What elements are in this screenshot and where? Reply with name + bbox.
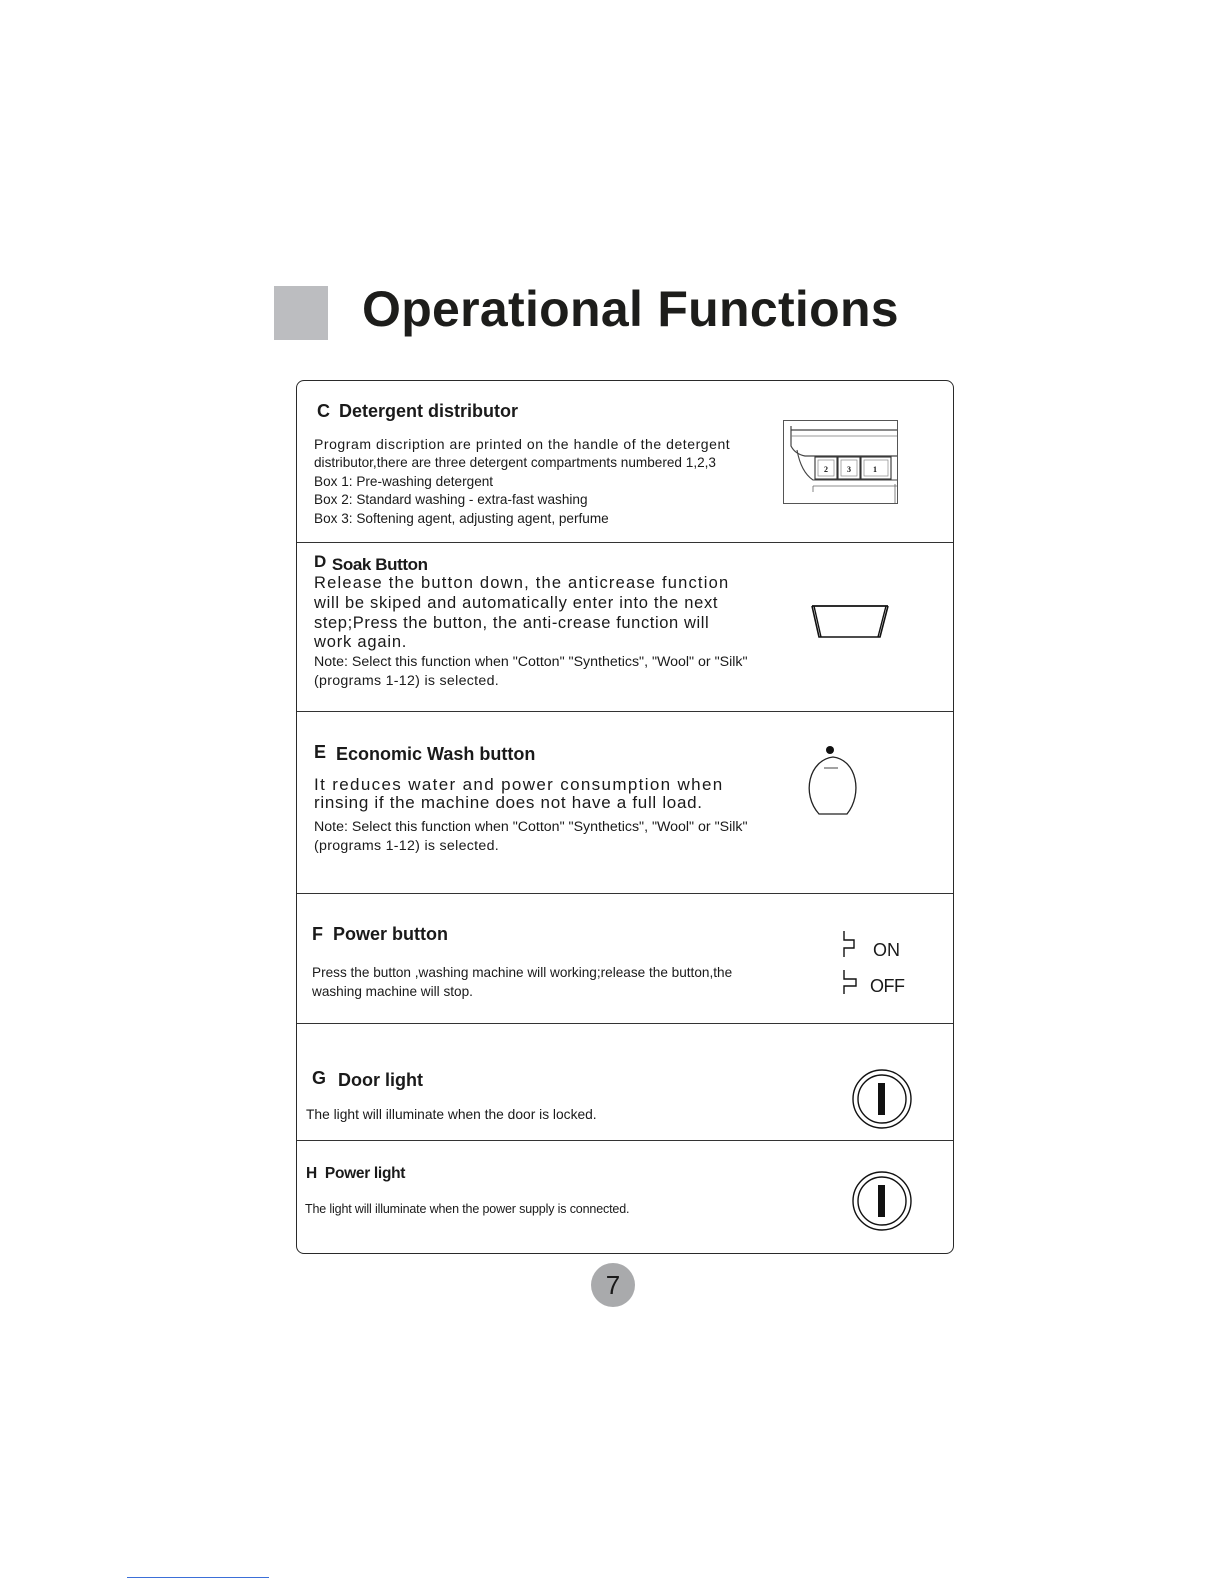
section-c-line: distributor,there are three detergent compartments numbered 1,2,3 [314, 454, 716, 470]
section-detergent-distributor [297, 381, 953, 543]
section-e-note [314, 818, 748, 855]
section-h-text: The light will illuminate when the power supply is connected. [305, 1202, 630, 1216]
page-title: Operational Functions [362, 281, 899, 337]
detergent-drawer-icon [783, 420, 901, 506]
section-h-title: Power light [324, 1165, 406, 1182]
section-d-line: Release the button down, the anticrease function [314, 574, 730, 592]
section-door-light [297, 1023, 953, 1141]
section-g-text: The light will illuminate when the door is locked. [306, 1107, 597, 1122]
section-d-heading [314, 552, 428, 572]
section-c-line: Box 3: Softening agent, adjusting agent, perfume [314, 511, 609, 527]
section-d-line: work again. [314, 633, 408, 652]
power-light-icon [851, 1170, 913, 1232]
section-power-button [297, 893, 953, 1024]
power-on-label: ON [873, 940, 900, 960]
section-g-title: Door light [338, 1070, 423, 1090]
section-e-note-line: Note: Select this function when "Cotton" "Synthetics", "Wool" or "Silk" [314, 819, 748, 835]
functions-panel [296, 380, 954, 1254]
economic-wash-icon [807, 744, 863, 816]
section-d-note-line: Note: Select this function when "Cotton" "Synthetics", "Wool" or "Silk" [314, 654, 748, 670]
section-d-note-line: (programs 1-12) is selected. [314, 672, 500, 689]
section-e-title: Economic Wash button [336, 744, 536, 764]
soak-tub-icon [811, 605, 889, 639]
compartment-label: 2 [824, 465, 828, 474]
section-g-heading [312, 1068, 423, 1089]
section-d-line: will be skiped and automatically enter into the next [314, 593, 719, 612]
section-c-line: Box 2: Standard washing - extra-fast washing [314, 492, 588, 508]
section-g-letter: G [312, 1068, 327, 1088]
section-c-heading [317, 401, 518, 422]
page-number: 7 [591, 1263, 635, 1307]
section-d-line: step;Press the button, the anti-crease function will [314, 613, 710, 632]
door-light-icon [851, 1068, 913, 1130]
section-c-line: Box 1: Pre-washing detergent [314, 473, 494, 489]
section-d-title: Soak Button [331, 555, 428, 574]
section-soak-button [297, 542, 953, 712]
section-c-description [314, 435, 730, 529]
section-d-description [314, 574, 729, 653]
footer-rule [127, 1577, 269, 1578]
section-f-line: washing machine will stop. [312, 984, 473, 999]
section-e-heading [314, 742, 535, 763]
section-f-title: Power button [333, 924, 448, 944]
compartment-label: 3 [847, 465, 851, 474]
power-off-label: OFF [870, 976, 905, 996]
section-e-letter: E [314, 742, 327, 762]
section-d-letter: D [314, 552, 326, 571]
power-off-symbol-icon [842, 969, 858, 995]
section-f-line: Press the button ,washing machine will working;release the button,the [312, 965, 733, 980]
compartment-label: 1 [873, 465, 877, 474]
section-c-line: Program discription are printed on the handle of the detergent [314, 436, 731, 452]
section-h-heading [306, 1165, 405, 1183]
section-power-light [297, 1140, 953, 1254]
title-marker-square [274, 286, 328, 340]
section-f-letter: F [312, 924, 323, 944]
section-d-note [314, 653, 748, 690]
section-e-note-line: (programs 1-12) is selected. [314, 837, 500, 854]
section-h-letter: H [306, 1165, 317, 1182]
section-f-heading [312, 924, 448, 945]
section-c-letter: C [317, 401, 330, 421]
section-c-title: Detergent distributor [339, 401, 519, 421]
section-e-line: It reduces water and power consumption when [314, 775, 724, 794]
section-e-line: rinsing if the machine does not have a full load. [314, 792, 703, 812]
section-economic-wash [297, 711, 953, 894]
section-e-description [314, 776, 724, 811]
section-f-description [312, 963, 732, 1001]
power-on-symbol-icon [842, 930, 856, 958]
